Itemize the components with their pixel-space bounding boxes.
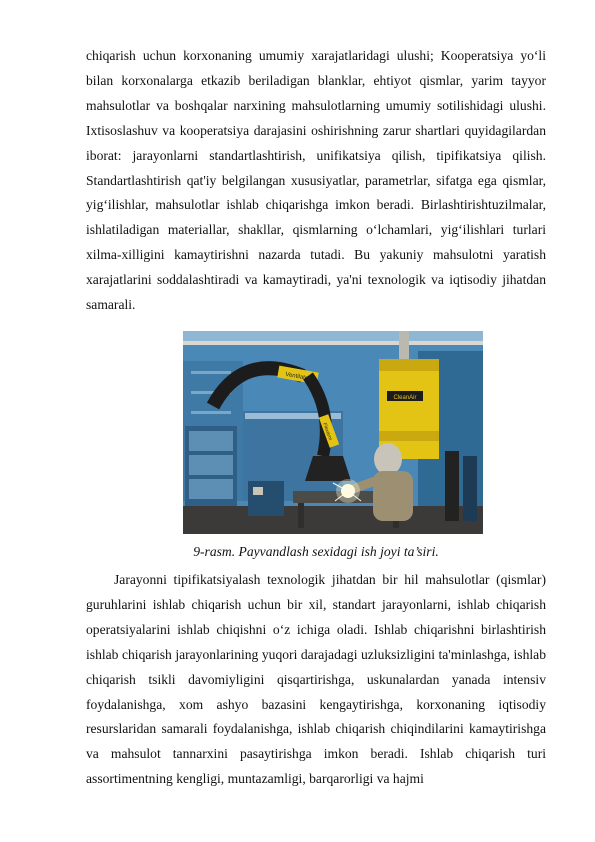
figure-caption: 9-rasm. Payvandlash sexidagi ish joyi ta’siri.	[193, 544, 439, 559]
workshop-floor	[183, 506, 483, 534]
unit-label: CleanAir	[393, 395, 417, 401]
welder	[373, 471, 413, 521]
body-paragraph	[86, 44, 546, 318]
arm-label: Ventilator	[284, 371, 311, 383]
ceiling-pipe	[183, 341, 483, 345]
welding-machine	[248, 481, 284, 516]
photo-illustration	[183, 331, 483, 534]
ceiling	[183, 331, 483, 341]
gas-cylinder	[445, 451, 459, 521]
paragraph-text: chiqarish uchun korxonaning umumiy xarajatlaridagi ulushi; Kooperatsiya yo‘li bilan korxonalarga etkazib beriladigan blanklar, ehtiyot qismlar, yarim tayyor mahsulotlar va boshqalar narxining mahsulotlarning umumiy sotilishidagi ulushi. Ixtisoslashuv va kooperatsiya darajasini oshirishning zarur shartlari quyidagilardan iborat: jarayonlarni standartlashtirish, unifikatsiya qilish, tipifikatsiya qilish. Standartlashtirish qat'iy belgilangan xususiyatlar, parametrlar, sifatga ega qismlar, yig‘ilishlar, mahsulotlar ishlab chiqarishga imkon beradi. Birlashtirishtuzilmalar, ishlatiladigan materiallar, shakllar, qismlarning o‘lchamlari, yig‘ilishlari turlari xilma-xilligini kamaytirishni nazarda tutadi. Bu yakuniy mahsulotni yaratish xarajatlarini soddalashtiradi va kamaytiradi, ya'ni texnologik va iqtisodiy jihatdan samarali.	[86, 48, 546, 313]
arm-label: Flexarm	[321, 422, 334, 442]
welder-helmet	[374, 443, 402, 475]
welding-workshop-photo	[183, 331, 483, 534]
extraction-duct	[399, 331, 409, 359]
body-paragraph	[86, 568, 546, 792]
paragraph-text: Jarayonni tipifikatsiyalash texnologik jihatdan bir hil mahsulotlar (qismlar) guruhlarini ishlab chiqarish uchun bir xil, standart jarayonlarni, ishlab chiqarish operatsiyalarini ishlab chiqishni o‘z ichiga oladi. Ishlab chiqarishni birlashtirish ishlab chiqarish jarayonlarining yuqori darajadagi uzluksizligini ta'minlashga, ishlab chiqarish tsikli davomiyligini qisqartirishga, uskunalardan yanada intensiv foydalanishga, xom ashyo bazasini kengaytirishga, korxonaning iqtisodiy resurslaridan samarali foydalanishga, ishlab chiqarish chiqindilarini kamaytirishga va mahsulot tannarxini pasaytirishga imkon beradi. Ishlab chiqarish turi assortimentning kengligi, muntazamligi, barqarorligi va hajmi	[86, 572, 546, 787]
gas-cylinder	[463, 456, 477, 521]
extraction-hood	[305, 456, 351, 481]
